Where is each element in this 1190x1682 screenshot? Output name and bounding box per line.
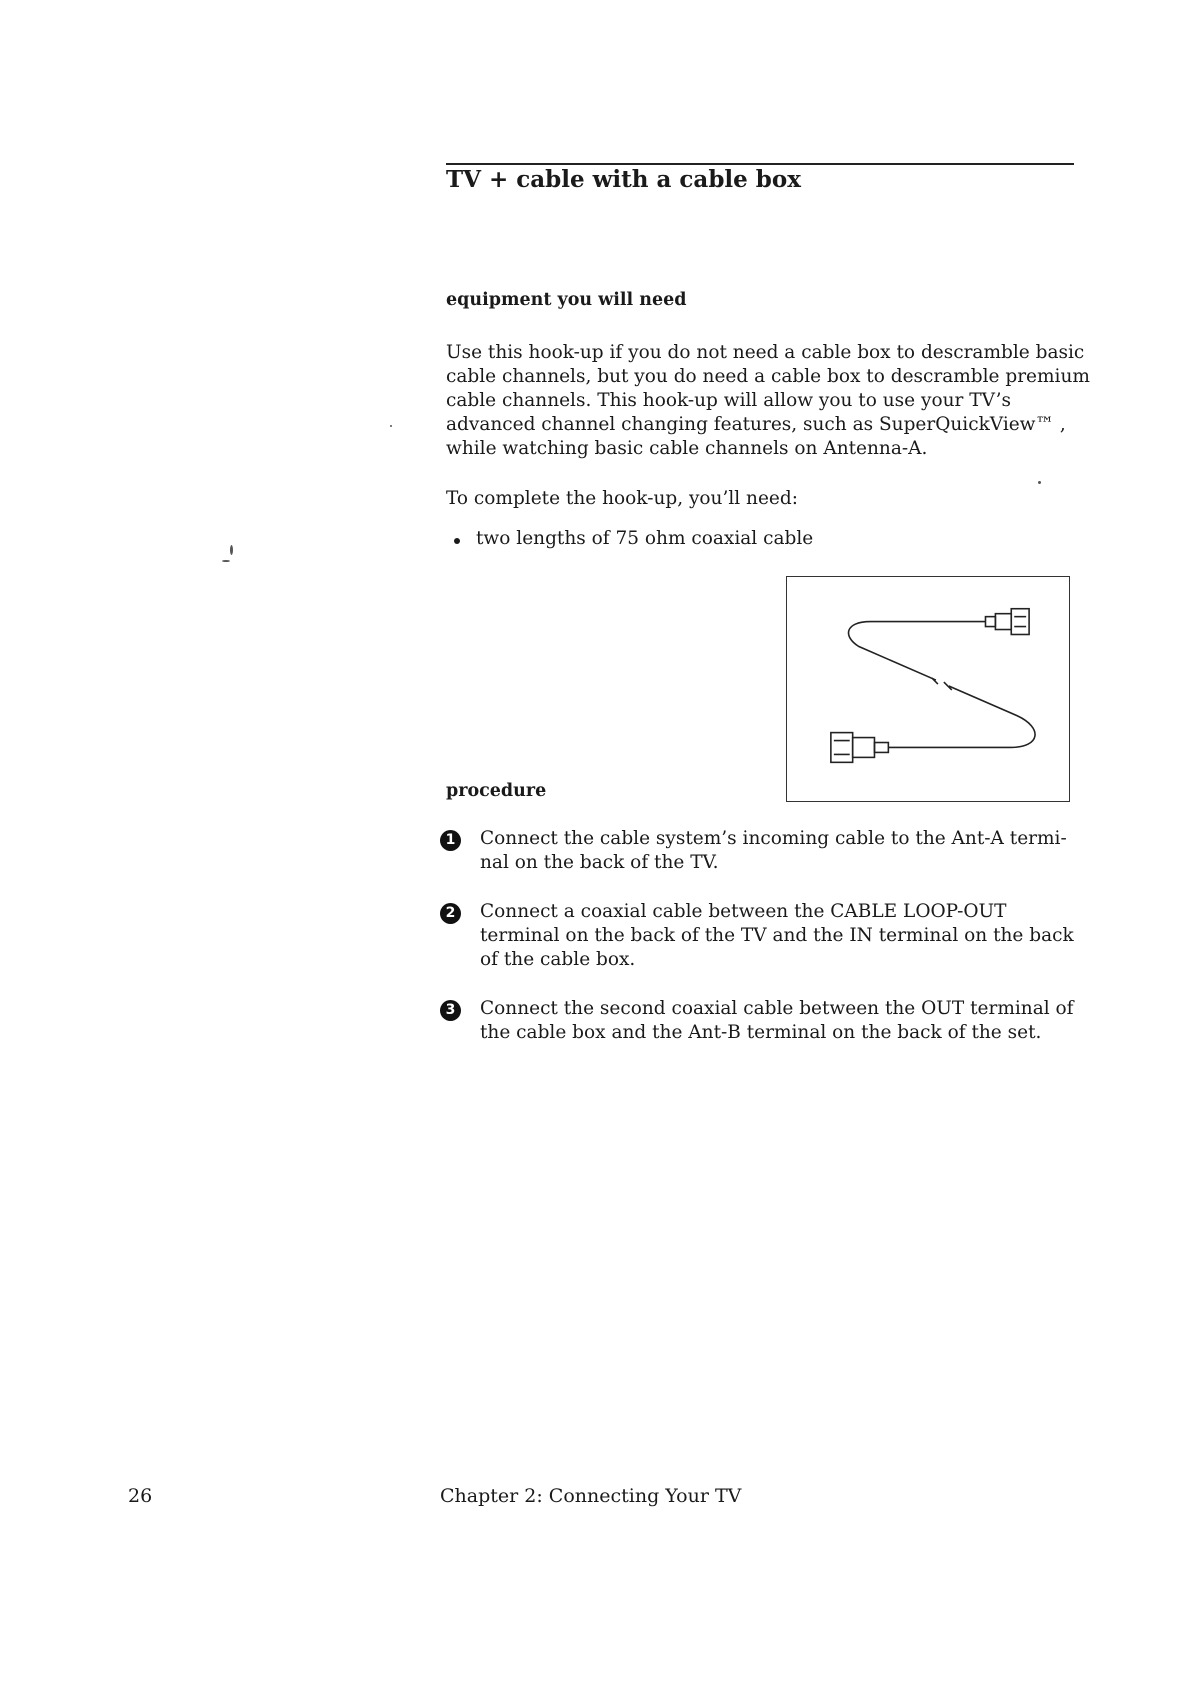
step-1-line: Connect the cable system’s incoming cable to the Ant-A termi- [480, 828, 1067, 849]
coaxial-cable-figure [786, 576, 1070, 802]
intro-line: while watching basic cable channels on Antenna-A. [446, 438, 928, 459]
scan-speck [230, 545, 233, 555]
chapter-footer: Chapter 2: Connecting Your TV [440, 1485, 742, 1507]
step-2-line: of the cable box. [480, 949, 636, 970]
procedure-heading: procedure [446, 781, 547, 801]
step-2-line: Connect a coaxial cable between the CABLE LOOP-OUT [480, 901, 1007, 922]
coaxial-cable-icon [787, 577, 1069, 801]
step-2-line: terminal on the back of the TV and the IN terminal on the back [480, 925, 1074, 946]
intro-line: cable channels. This hook-up will allow you to use your TV’s [446, 390, 1011, 411]
bullet-icon [454, 538, 460, 544]
step-3-line: the cable box and the Ant-B terminal on the back of the set. [480, 1022, 1042, 1043]
step-3-line: Connect the second coaxial cable between the OUT terminal of [480, 998, 1074, 1019]
intro-line: advanced channel changing features, such as SuperQuickView™ , [446, 414, 1066, 435]
need-text: To complete the hook-up, you’ll need: [446, 488, 798, 509]
intro-line: Use this hook-up if you do not need a cable box to descramble basic [446, 342, 1085, 363]
equipment-heading: equipment you will need [446, 290, 687, 310]
step-1-line: nal on the back of the TV. [480, 852, 719, 873]
intro-line: cable channels, but you do need a cable box to descramble premium [446, 366, 1090, 387]
step-2-icon: 2 [440, 903, 461, 924]
page-number: 26 [128, 1485, 153, 1507]
step-3-icon: 3 [440, 1000, 461, 1021]
scan-speck [1038, 481, 1041, 484]
page-title: TV + cable with a cable box [446, 166, 801, 193]
step-1-icon: 1 [440, 830, 461, 851]
scan-speck [222, 560, 230, 562]
equipment-item: two lengths of 75 ohm coaxial cable [476, 528, 814, 549]
title-rule [446, 163, 1074, 165]
scan-speck [390, 425, 392, 427]
